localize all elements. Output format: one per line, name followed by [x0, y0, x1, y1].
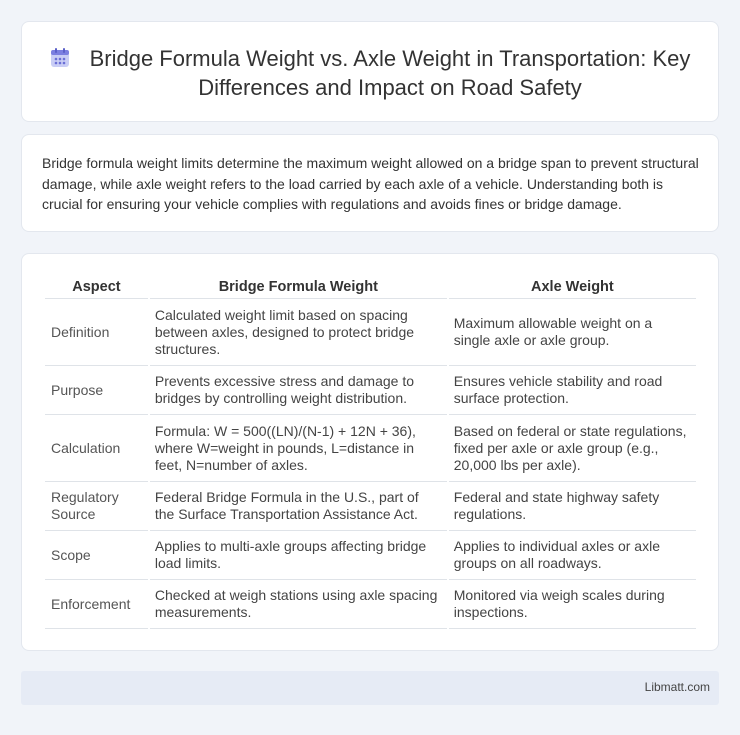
header-aspect: Aspect — [45, 276, 148, 299]
row-bridge-formula: Formula: W = 500((LN)/(N-1) + 12N + 36), where W=weight in pounds, L=distance in feet, N=number of axles. — [150, 415, 447, 482]
table-row — [45, 531, 696, 580]
table-row — [45, 580, 696, 629]
row-axle-weight: Monitored via weigh scales during inspections. — [449, 580, 696, 629]
footer — [21, 671, 719, 705]
row-aspect: Purpose — [45, 366, 148, 415]
intro-paragraph: Bridge formula weight limits determine the maximum weight allowed on a bridge span to prevent structural damage, while axle weight refers to the load carried by each axle of a vehicle. Understanding both is crucial for ensuring your vehicle complies with regulations and avoids fines or bridge damage. — [42, 155, 699, 212]
row-aspect: Definition — [45, 299, 148, 366]
comparison-table — [43, 276, 698, 629]
header-axle-weight: Axle Weight — [449, 276, 696, 299]
title-card — [21, 21, 719, 122]
table-header-row — [45, 276, 696, 299]
row-axle-weight: Applies to individual axles or axle groups on all roadways. — [449, 531, 696, 580]
row-bridge-formula: Calculated weight limit based on spacing between axles, designed to protect bridge structures. — [150, 299, 447, 366]
row-bridge-formula: Prevents excessive stress and damage to bridges by controlling weight distribution. — [150, 366, 447, 415]
row-axle-weight: Ensures vehicle stability and road surface protection. — [449, 366, 696, 415]
footer-brand[interactable]: Libmatt.com — [644, 680, 710, 694]
table-row — [45, 482, 696, 531]
comparison-card — [21, 253, 719, 651]
row-aspect: Scope — [45, 531, 148, 580]
table-row — [45, 415, 696, 482]
row-bridge-formula: Applies to multi-axle groups affecting bridge load limits. — [150, 531, 447, 580]
row-axle-weight: Maximum allowable weight on a single axle or axle group. — [449, 299, 696, 366]
row-aspect: Enforcement — [45, 580, 148, 629]
table-row — [45, 366, 696, 415]
row-aspect: Calculation — [45, 415, 148, 482]
intro-card — [21, 134, 719, 232]
page-title: Bridge Formula Weight vs. Axle Weight in Transportation: Key Differences and Impact on Road Safety — [89, 46, 691, 100]
row-bridge-formula: Federal Bridge Formula in the U.S., part of the Surface Transportation Assistance Act. — [150, 482, 447, 531]
row-axle-weight: Federal and state highway safety regulations. — [449, 482, 696, 531]
table-row — [45, 299, 696, 366]
row-aspect: Regulatory Source — [45, 482, 148, 531]
header-bridge-formula-weight: Bridge Formula Weight — [150, 276, 447, 299]
row-bridge-formula: Checked at weigh stations using axle spacing measurements. — [150, 580, 447, 629]
row-axle-weight: Based on federal or state regulations, fixed per axle or axle group (e.g., 20,000 lbs per axle). — [449, 415, 696, 482]
